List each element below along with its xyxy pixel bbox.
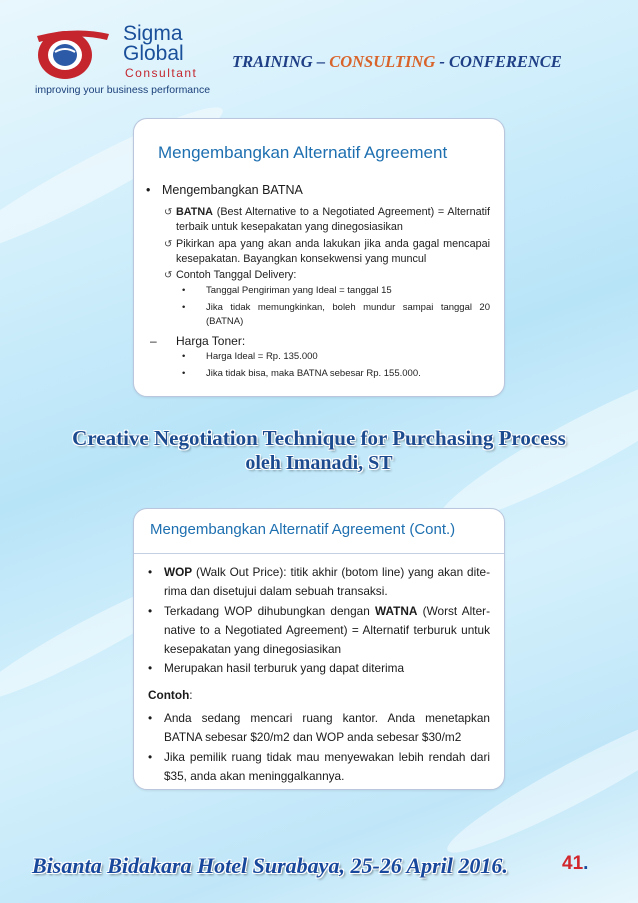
bullet-dot: •	[148, 661, 153, 675]
slide2-contoh-label	[148, 686, 193, 705]
logo-tagline: improving your business performance	[35, 84, 211, 96]
bullet-dot: •	[148, 604, 153, 618]
batna-definition-text: (Best Alternative to a Negotiated Agreement) = Alternatif terbaik untuk kesepakatan yang dinegosiasikan	[176, 206, 490, 233]
watna-intro-text: Terkadang WOP dihubungkan dengan	[164, 604, 376, 618]
page-number-dot: .	[583, 853, 589, 874]
topline-conference: CONFERENCE	[448, 52, 562, 71]
bullet-dot: •	[182, 368, 186, 379]
sigma-globe-icon	[35, 22, 111, 82]
slide2-bullet-example-office: Anda sedang mencari ruang kantor. Anda menetapkan BATNA sebesar $20/m2 dan WOP anda sebesar $30/m2	[164, 711, 490, 744]
dash-marker: –	[150, 334, 157, 348]
slide1-title: Mengembangkan Alternatif Agreement	[158, 143, 448, 162]
slide1-delivery-item: Tanggal Pengiriman yang Ideal = tanggal 15	[206, 285, 392, 296]
wop-bold-term: WOP	[164, 565, 193, 579]
curved-arrow-icon: ↺	[164, 270, 173, 281]
bullet-dot: •	[182, 351, 186, 362]
topline-separator: -	[435, 52, 449, 71]
footer-venue: Bisanta Bidakara Hotel Surabaya, 25-26 April 2016.	[32, 853, 508, 878]
course-presenter: oleh Imanadi, ST	[245, 452, 393, 474]
slide2-title-divider	[134, 553, 504, 554]
bullet-dot: •	[148, 750, 153, 764]
bullet-dot: •	[148, 711, 153, 725]
watna-bold-term: WATNA	[375, 604, 418, 618]
slide1-sub-batna-definition	[176, 205, 490, 235]
bullet-dot: •	[182, 285, 186, 296]
watna-definition-text: (Worst Alter-native to a Negotiated Agreement) = Alternatif terburuk untuk kesepakatan yang dinegosiasikan	[164, 604, 490, 656]
company-logo	[35, 22, 235, 97]
bullet-dot: •	[148, 565, 153, 579]
slide2-title: Mengembangkan Alternatif Agreement (Cont.)	[150, 521, 456, 538]
topline-separator: –	[312, 52, 330, 71]
contoh-colon: :	[189, 688, 193, 702]
batna-bold-term: BATNA	[176, 206, 213, 218]
slide2-bullet-worst-result: Merupakan hasil terburuk yang dapat diterima	[164, 661, 405, 675]
logo-text-consultant: Consultant	[125, 66, 198, 80]
curved-arrow-icon: ↺	[164, 207, 173, 218]
curved-arrow-icon: ↺	[164, 239, 173, 250]
contoh-bold: Contoh	[148, 688, 190, 702]
slide1-delivery-item: Jika tidak memungkinkan, boleh mundur sampai tanggal 20 (BATNA)	[206, 302, 490, 327]
slide1-toner-item: Jika tidak bisa, maka BATNA sebesar Rp. 155.000.	[206, 368, 421, 379]
bullet-dot: •	[182, 302, 186, 313]
slide-card-1	[133, 118, 505, 397]
topline-consulting: CONSULTING	[329, 52, 436, 71]
topline-training: TRAINING	[232, 52, 313, 71]
header-topline	[232, 52, 562, 72]
slide1-bullet-batna: Mengembangkan BATNA	[162, 183, 303, 197]
slide1-toner-item: Harga Ideal = Rp. 135.000	[206, 351, 318, 362]
slide-card-2	[133, 508, 505, 790]
page-number-value: 41	[562, 853, 584, 874]
logo-text-sigma: Sigma	[123, 22, 183, 45]
logo-text-global: Global	[123, 42, 184, 65]
slide1-dash-toner: Harga Toner:	[176, 334, 246, 348]
page-number	[562, 853, 588, 875]
wop-definition-text: (Walk Out Price): titik akhir (botom line) yang akan dite-rima dan disetujui dalam sebuah transaksi.	[164, 565, 490, 598]
slide1-sub-think: Pikirkan apa yang akan anda lakukan jika anda gagal mencapai kesepakatan. Bayangkan konsekwensi yang muncul	[176, 238, 490, 265]
slide2-bullet-wop	[164, 563, 490, 601]
slide1-sub-example-delivery: Contoh Tanggal Delivery:	[176, 269, 297, 281]
slide2-bullet-watna	[164, 602, 490, 659]
slide2-bullet-example-owner: Jika pemilik ruang tidak mau menyewakan lebih rendah dari $35, anda akan meninggalkannya.	[164, 750, 490, 783]
course-title: Creative Negotiation Technique for Purchasing Process	[72, 426, 566, 450]
bullet-dot: •	[146, 183, 151, 197]
